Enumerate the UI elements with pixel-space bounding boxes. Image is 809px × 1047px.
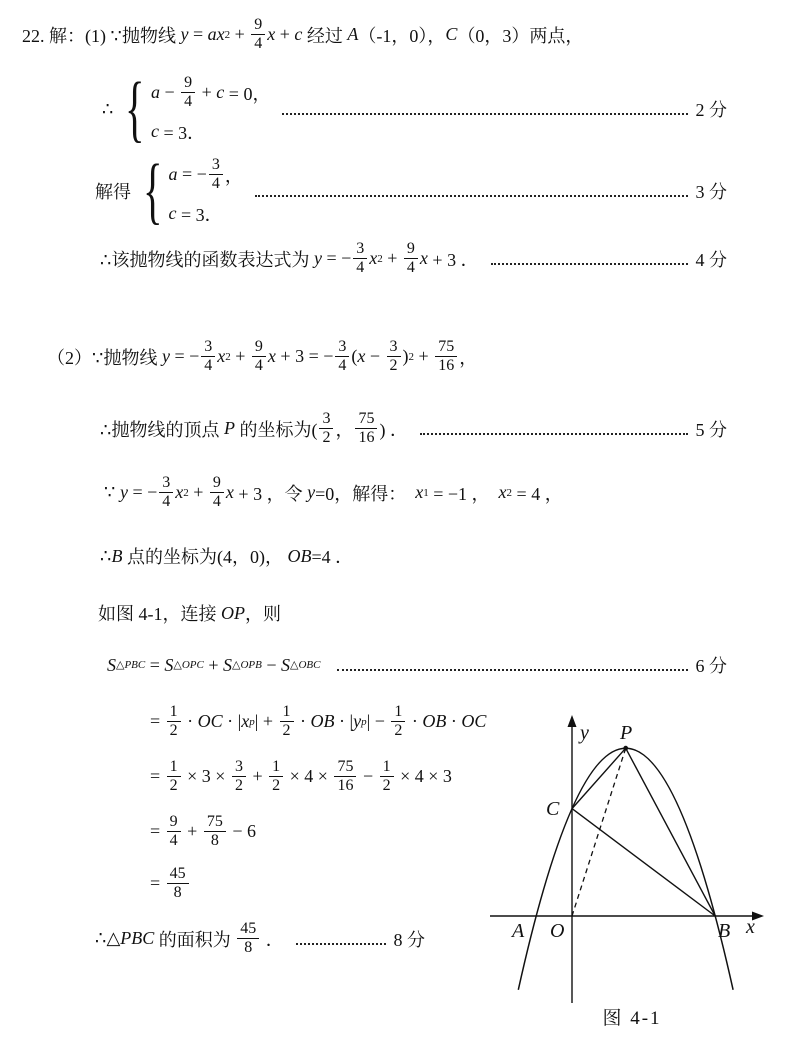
- fraction-numerator: 9: [251, 16, 265, 35]
- fraction-numerator: 1: [280, 703, 294, 722]
- cases-group: [117, 67, 271, 150]
- fraction-denominator: 8: [244, 939, 253, 957]
- math-text: ∴△: [95, 928, 121, 949]
- math-text: =4 ．: [311, 547, 354, 567]
- math-text: =: [150, 711, 165, 732]
- math-text: +: [230, 24, 250, 45]
- math-text: −: [159, 82, 180, 103]
- fraction-numerator: 75: [204, 813, 226, 832]
- fraction-denominator: 4: [169, 832, 178, 850]
- math-variable: B: [111, 545, 123, 566]
- math-line: [150, 758, 452, 796]
- fraction: [334, 758, 356, 796]
- math-text: ．: [261, 929, 284, 950]
- math-text: × 3 ×: [182, 766, 230, 787]
- fraction-denominator: 4: [162, 493, 171, 511]
- fraction-denominator: 2: [169, 722, 178, 740]
- fraction: [159, 474, 173, 512]
- math-text: + 3 = −: [275, 346, 334, 367]
- fraction-numerator: 75: [334, 758, 356, 777]
- math-variable: C: [445, 24, 458, 45]
- math-text: +: [188, 482, 208, 503]
- label-point-B: B: [718, 920, 731, 942]
- math-variable: y: [353, 711, 362, 732]
- math-variable: OP: [221, 602, 245, 623]
- math-line: [100, 543, 353, 569]
- math-variable: x: [241, 711, 250, 732]
- fraction-numerator: 9: [181, 74, 195, 93]
- math-text: −: [365, 346, 385, 367]
- math-text: =0，解得：: [315, 483, 416, 504]
- math-variable: OC: [461, 711, 487, 732]
- math-text: ·: [182, 711, 198, 732]
- fraction-numerator: 1: [391, 703, 405, 722]
- fraction-numerator: 1: [269, 758, 283, 777]
- fraction-numerator: 3: [201, 338, 215, 357]
- fraction-numerator: 3: [209, 156, 223, 175]
- math-text: ∴: [100, 545, 112, 566]
- math-variable: S: [107, 654, 116, 675]
- math-variable: S: [164, 654, 174, 675]
- fraction: [391, 703, 405, 741]
- math-text: =: [150, 766, 165, 787]
- math-line: [95, 149, 727, 232]
- math-text: = 0，: [224, 83, 271, 104]
- fraction-denominator: 4: [254, 35, 263, 53]
- fraction: [210, 474, 224, 512]
- fraction-numerator: 3: [319, 410, 333, 429]
- math-text: 点的坐标为(4，0)，: [122, 547, 288, 567]
- fraction-denominator: 4: [406, 259, 415, 277]
- math-text: ，: [335, 419, 354, 440]
- fraction-denominator: 4: [204, 357, 213, 375]
- fraction-denominator: 4: [212, 493, 221, 511]
- point-P-dot: [623, 746, 628, 751]
- math-text: = 4 ，: [512, 483, 563, 504]
- math-variable: S: [223, 654, 233, 675]
- fraction-numerator: 1: [167, 758, 181, 777]
- math-variable: ax: [207, 24, 225, 45]
- math-variable: a: [168, 164, 178, 185]
- fraction-numerator: 3: [387, 338, 401, 357]
- fraction: [387, 338, 401, 376]
- math-variable: y: [307, 482, 316, 503]
- math-text: = −: [321, 248, 352, 269]
- math-text: 的坐标为(: [234, 419, 318, 440]
- fraction: [237, 920, 259, 958]
- math-text: 的面积为: [154, 929, 236, 950]
- math-text: = −: [169, 346, 200, 367]
- math-variable: P: [223, 418, 235, 439]
- math-line: [98, 600, 281, 626]
- fraction-denominator: 2: [272, 777, 281, 795]
- fraction-denominator: 8: [210, 832, 219, 850]
- math-text: × 4 × 3: [395, 766, 452, 787]
- math-text: 经过: [302, 25, 348, 46]
- math-variable: x: [217, 346, 226, 367]
- fraction: [251, 16, 265, 54]
- math-text: + 3 ．: [427, 249, 479, 270]
- math-variable: x: [267, 24, 276, 45]
- math-line: [95, 920, 425, 958]
- math-variable: c: [150, 121, 159, 142]
- math-variable: c: [294, 24, 303, 45]
- math-variable: x: [498, 482, 507, 503]
- math-variable: OB: [287, 545, 312, 566]
- math-text: +: [197, 82, 217, 103]
- math-text: × 4 ×: [285, 766, 333, 787]
- fraction-denominator: 4: [184, 93, 193, 111]
- math-text: = 3．: [158, 122, 206, 143]
- math-line: 22. 解：(1) ∵抛物线 y = ax 2 + $\frac{9}{4}$ x + c 经过 A （-1，0）， C （0，3）两点，: [22, 16, 584, 53]
- fraction: [209, 156, 223, 194]
- math-text: =: [145, 654, 165, 675]
- math-text: （0，3）两点，: [457, 25, 584, 46]
- fraction: [204, 813, 226, 851]
- math-text: ，则: [245, 604, 281, 624]
- fraction-denominator: 4: [211, 175, 220, 193]
- dotted-leader: [420, 433, 688, 435]
- score-label: 8 分: [393, 929, 425, 950]
- label-point-A: A: [512, 920, 525, 942]
- math-text: ∴: [102, 98, 114, 119]
- math-text: （-1，0），: [358, 25, 446, 46]
- math-variable: OC: [197, 711, 223, 732]
- math-text: = 3．: [176, 204, 223, 225]
- fraction: [435, 338, 457, 376]
- left-brace: {: [125, 67, 145, 150]
- left-brace: {: [142, 149, 163, 232]
- fraction-numerator: 9: [210, 474, 224, 493]
- fraction-numerator: 3: [159, 474, 173, 493]
- math-line: = $\frac{1}{2}$ · OC · | x p | + $\frac{1}{2}$ · OB · | y p | − $\frac{1}{2}$ · OB · OC: [150, 703, 487, 740]
- math-text: +: [203, 654, 224, 675]
- math-variable: S: [281, 654, 291, 675]
- math-text: | +: [254, 711, 278, 732]
- math-text: ∵: [104, 482, 120, 503]
- math-variable: x: [357, 346, 366, 367]
- label-origin-O: O: [550, 920, 565, 942]
- fraction-numerator: 75: [355, 410, 377, 429]
- score-label: 5 分: [695, 419, 727, 440]
- math-variable: y: [180, 24, 189, 45]
- math-text: + 3 ，令: [233, 483, 308, 504]
- math-variable: a: [150, 82, 160, 103]
- score-label: 2 分: [695, 100, 727, 121]
- parabola-curve: [518, 748, 733, 990]
- fraction-denominator: 2: [382, 777, 391, 795]
- math-text: +: [247, 766, 268, 787]
- math-text: −: [358, 766, 378, 787]
- fraction-numerator: 9: [404, 240, 418, 259]
- math-variable: OB: [310, 711, 335, 732]
- math-variable: y: [313, 248, 322, 269]
- fraction: [167, 758, 181, 796]
- math-text: ，: [459, 347, 478, 368]
- math-variable: PBC: [120, 928, 155, 949]
- math-line: [150, 813, 256, 851]
- dotted-leader: [337, 669, 688, 671]
- score-label: 6 分: [695, 656, 727, 676]
- math-variable: x: [267, 346, 276, 367]
- cases-row: [169, 201, 243, 227]
- math-variable: x: [369, 248, 378, 269]
- fraction-denominator: 2: [394, 722, 403, 740]
- segment-CB: [572, 809, 715, 916]
- segment-OP-dashed: [572, 748, 626, 916]
- fraction-numerator: 45: [237, 920, 259, 939]
- math-text: ·: [446, 711, 462, 732]
- fraction-denominator: 16: [358, 429, 375, 447]
- math-text: [321, 655, 326, 676]
- fraction: [201, 338, 215, 376]
- fraction-numerator: 75: [435, 338, 457, 357]
- fraction-denominator: 4: [254, 357, 263, 375]
- math-line: ∴该抛物线的函数表达式为 y = − $\frac{3}{4}$ x 2 + $\frac{9}{4}$ x + 3 ． 4 分: [100, 240, 727, 277]
- dotted-leader: [255, 195, 688, 197]
- cases-rows: [151, 74, 270, 145]
- dotted-leader: [491, 263, 688, 265]
- math-variable: x: [225, 482, 234, 503]
- fraction-denominator: 2: [322, 429, 331, 447]
- math-line: （2）∵抛物线 y = − $\frac{3}{4}$ x 2 + $\frac{9}{4}$ x + 3 = − $\frac{3}{4}$ ( x − $\frac{3}{2}$ ) 2 + $\frac{75}{16}$ ，: [47, 338, 478, 375]
- fraction-numerator: 3: [353, 240, 367, 259]
- math-text: =: [188, 24, 208, 45]
- math-text: −: [261, 654, 282, 675]
- math-line: [150, 865, 191, 903]
- math-text: =: [150, 821, 165, 842]
- math-text: 解得: [95, 182, 131, 203]
- label-y-axis: y: [580, 722, 589, 744]
- math-text: ·: [407, 711, 423, 732]
- math-text: ·: [295, 711, 311, 732]
- label-point-P: P: [620, 722, 633, 744]
- cases-row: [151, 74, 270, 112]
- coordinate-figure: [462, 693, 802, 1043]
- fraction: [380, 758, 394, 796]
- fraction-numerator: 9: [167, 813, 181, 832]
- fraction: [280, 703, 294, 741]
- math-variable: y: [119, 482, 128, 503]
- score-label: 3 分: [695, 182, 727, 203]
- math-text: − 6: [227, 821, 256, 842]
- fraction: [404, 240, 418, 278]
- math-text: (: [351, 346, 358, 367]
- fraction-denominator: 2: [389, 357, 398, 375]
- math-variable: c: [216, 82, 225, 103]
- math-text: · |: [334, 711, 354, 732]
- cases-group: [135, 149, 243, 232]
- label-x-axis: x: [746, 916, 755, 938]
- math-variable: y: [161, 346, 170, 367]
- math-line: S △PBC = S △OPC + S △OPB − S △OBC 6 分: [107, 652, 727, 678]
- fraction-denominator: 4: [356, 259, 365, 277]
- fraction-numerator: 9: [252, 338, 266, 357]
- math-text: +: [382, 248, 402, 269]
- fraction: [319, 410, 333, 448]
- fraction: [181, 74, 195, 112]
- math-line: [102, 67, 727, 150]
- segment-PB: [626, 748, 716, 916]
- fraction-numerator: 1: [167, 703, 181, 722]
- math-text: （2）∵抛物线: [47, 347, 162, 368]
- math-text: =: [150, 873, 165, 894]
- fraction-numerator: 45: [167, 865, 189, 884]
- fraction: [252, 338, 266, 376]
- math-variable: x: [419, 248, 428, 269]
- math-text: ) ．: [379, 419, 408, 440]
- math-text: ∴抛物线的顶点: [100, 419, 224, 440]
- fraction-denominator: 2: [234, 777, 243, 795]
- fraction: [232, 758, 246, 796]
- fraction: [167, 865, 189, 903]
- math-text: = −: [177, 164, 207, 185]
- fraction-denominator: 2: [282, 722, 291, 740]
- math-text: +: [414, 346, 434, 367]
- math-variable: A: [347, 24, 359, 45]
- cases-row: [151, 119, 270, 145]
- fraction: [167, 813, 181, 851]
- fraction-denominator: 16: [438, 357, 455, 375]
- fraction-denominator: 8: [173, 884, 182, 902]
- math-text: 22. 解：(1) ∵抛物线: [22, 25, 181, 46]
- math-text: = −1 ，: [428, 483, 499, 504]
- score-label: 4 分: [695, 249, 727, 270]
- dotted-leader: [282, 113, 687, 115]
- math-text: ，: [224, 165, 243, 186]
- math-text: = −: [127, 482, 158, 503]
- math-text: 如图 4-1，连接: [98, 604, 221, 624]
- segment-CP: [572, 748, 626, 808]
- math-text: | −: [366, 711, 390, 732]
- math-text: · |: [222, 711, 242, 732]
- math-text: +: [182, 821, 202, 842]
- y-axis-arrow-icon: [568, 715, 577, 727]
- fraction: [355, 410, 377, 448]
- math-text: ∴该抛物线的函数表达式为: [100, 249, 314, 270]
- math-line: [100, 410, 727, 448]
- dotted-leader: [296, 943, 386, 945]
- figure-4-1: [462, 693, 802, 1043]
- math-text: +: [230, 346, 250, 367]
- math-variable: x: [415, 482, 424, 503]
- fraction-denominator: 16: [337, 777, 354, 795]
- cases-row: [169, 156, 243, 194]
- cases-rows: [169, 156, 243, 227]
- fraction: [335, 338, 349, 376]
- fraction-denominator: 2: [169, 777, 178, 795]
- fraction-numerator: 3: [232, 758, 246, 777]
- fraction-numerator: 3: [335, 338, 349, 357]
- fraction-numerator: 1: [380, 758, 394, 777]
- figure-caption: 图 4-1: [602, 1008, 662, 1029]
- fraction: [353, 240, 367, 278]
- math-text: ): [402, 346, 409, 367]
- fraction: [269, 758, 283, 796]
- math-text: +: [275, 24, 295, 45]
- label-point-C: C: [546, 798, 560, 820]
- math-variable: x: [175, 482, 184, 503]
- math-variable: c: [168, 203, 177, 224]
- math-line: ∵ y = − $\frac{3}{4}$ x 2 + $\frac{9}{4}$ x + 3 ，令 y =0，解得： x 1 = −1 ， x 2 = 4 ，: [104, 474, 563, 511]
- fraction-denominator: 4: [338, 357, 347, 375]
- fraction: [167, 703, 181, 741]
- math-variable: OB: [422, 711, 447, 732]
